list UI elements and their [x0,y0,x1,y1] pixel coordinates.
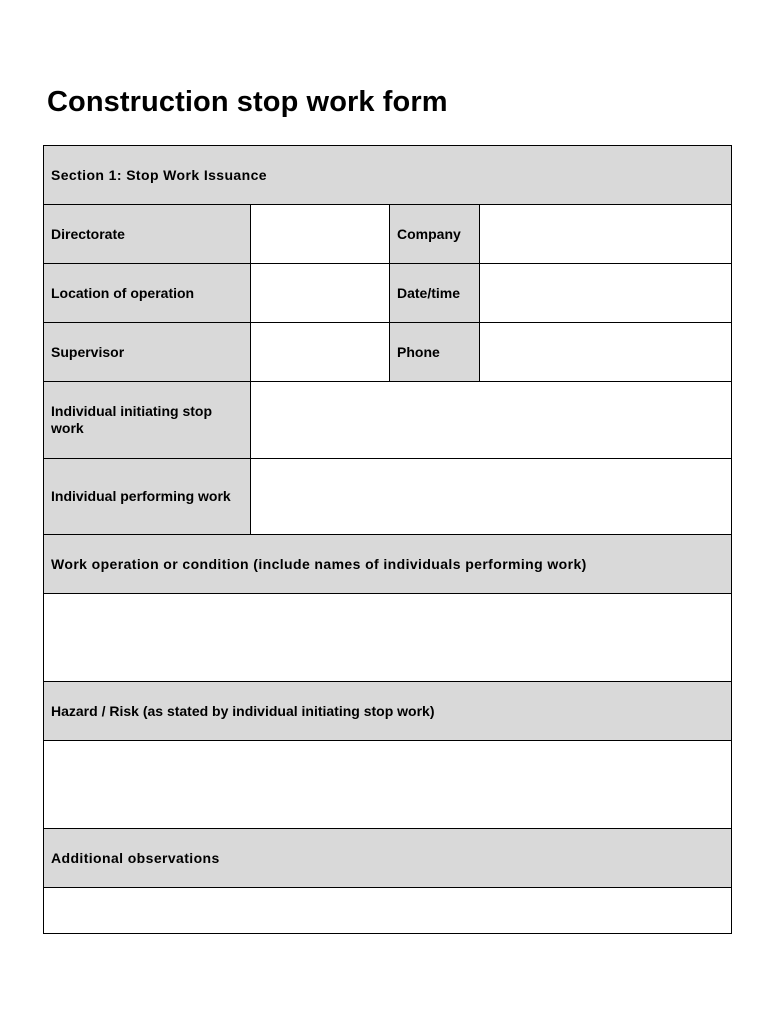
performer-field[interactable] [251,459,732,535]
directorate-field[interactable] [251,205,390,264]
directorate-company-row [44,205,732,264]
datetime-field[interactable] [480,264,732,323]
hazard-field[interactable] [44,741,732,829]
observations-entry-row [44,888,732,934]
supervisor-label: Supervisor [51,343,125,360]
work-operation-entry-row [44,594,732,682]
initiator-label: Individual initiating stop work [51,403,212,436]
performer-label: Individual performing work [51,488,231,504]
hazard-header-row [44,682,732,741]
work-operation-header [44,535,732,594]
supervisor-phone-row [44,323,732,382]
location-datetime-row [44,264,732,323]
initiator-row [44,382,732,459]
observations-label: Additional observations [51,849,220,866]
datetime-label: Date/time [397,284,461,301]
initiator-field[interactable] [251,382,732,459]
directorate-label: Directorate [51,225,125,242]
company-label: Company [397,225,461,242]
observations-field[interactable] [44,888,732,934]
performer-row [44,459,732,535]
hazard-header [44,682,732,741]
datetime-label-cell [390,264,480,323]
observations-header-row [44,829,732,888]
supervisor-label-cell [44,323,251,382]
section-header-label: Section 1: Stop Work Issuance [51,166,267,183]
phone-label: Phone [397,343,440,360]
hazard-entry-row [44,741,732,829]
initiator-label-cell [44,382,251,459]
section-header-row [44,146,732,205]
work-operation-field[interactable] [44,594,732,682]
hazard-label: Hazard / Risk (as stated by individual initiating stop work) [51,702,435,719]
company-field[interactable] [480,205,732,264]
location-label-cell [44,264,251,323]
location-field[interactable] [251,264,390,323]
company-label-cell [390,205,480,264]
location-label: Location of operation [51,284,195,301]
work-operation-header-row [44,535,732,594]
directorate-label-cell [44,205,251,264]
section-header [44,146,732,205]
observations-header [44,829,732,888]
phone-label-cell [390,323,480,382]
page-title: Construction stop work form [47,86,448,118]
supervisor-field[interactable] [251,323,390,382]
work-operation-label: Work operation or condition (include names of individuals performing work) [51,555,587,572]
performer-label-cell [44,459,251,535]
stop-work-form-table [43,145,732,934]
phone-field[interactable] [480,323,732,382]
